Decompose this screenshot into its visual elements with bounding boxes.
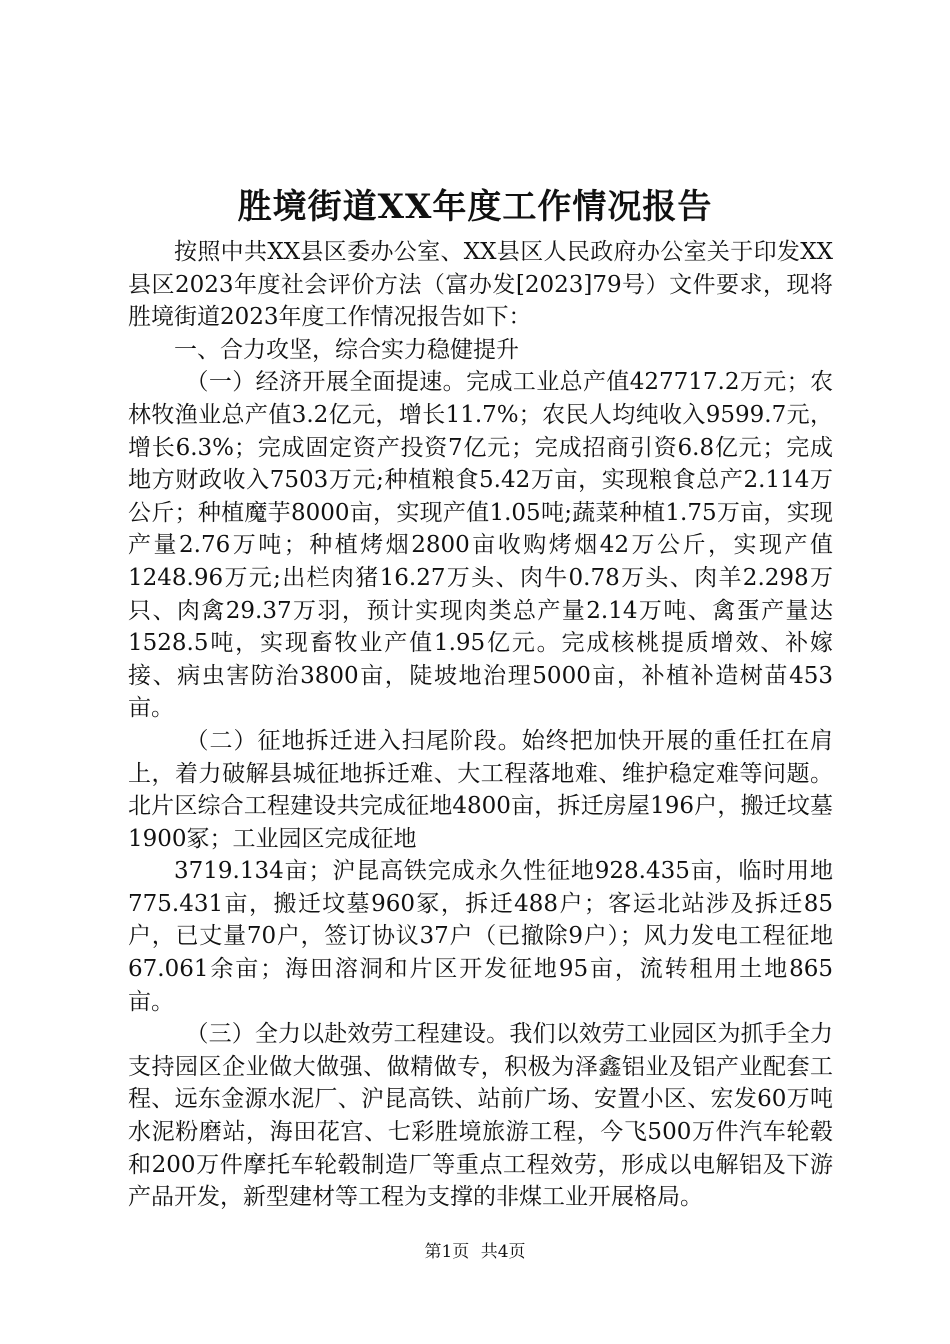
- land-acquisition-continued-paragraph: 3719.134亩；沪昆高铁完成永久性征地928.435亩，临时用地775.431亩，搬迁坟墓960冢，拆迁488户；客运北站涉及拆迁85户，已丈量70户，签订协议37户（已撤除9户）；风力发电工程征地67.061余亩；海田溶洞和片区开发征地95亩，流转租用土地865亩。: [128, 858, 833, 1015]
- land-acquisition-paragraph: （二）征地拆迁进入扫尾阶段。始终把加快开展的重任扛在肩上，着力破解县城征地拆迁难、大工程落地难、维护稳定难等问题。北片区综合工程建设共完成征地4800亩，拆迁房屋196户，搬迁坟墓1900冢；工业园区完成征地: [128, 727, 833, 852]
- project-service-paragraph: （三）全力以赴效劳工程建设。我们以效劳工业园区为抓手全力支持园区企业做大做强、做精做专，积极为泽鑫铝业及铝产业配套工程、远东金源水泥厂、沪昆高铁、站前广场、安置小区、宏发60万吨水泥粉磨站，海田花宫、七彩胜境旅游工程，今飞500万件汽车轮毂和200万件摩托车轮毂制造厂等重点工程效劳，形成以电解铝及下游产品开发，新型建材等工程为支撑的非煤工业开展格局。: [128, 1021, 833, 1211]
- section-heading: 一、合力攻坚，综合实力稳健提升: [174, 336, 519, 363]
- page-footer: [0, 1240, 950, 1264]
- document-title: 胜境街道XX年度工作情况报告: [237, 187, 713, 227]
- document-body: [128, 236, 833, 1214]
- intro-paragraph: 按照中共XX县区委办公室、XX县区人民政府办公室关于印发XX县区2023年度社会评价方法（富办发[2023]79号）文件要求，现将胜境街道2023年度工作情况报告如下：: [128, 239, 833, 331]
- page-number: 第1页: [424, 1242, 470, 1262]
- page-total: 共4页: [480, 1242, 526, 1262]
- economy-paragraph: （一）经济开展全面提速。完成工业总产值427717.2万元；农林牧渔业总产值3.2亿元，增长11.7%；农民人均纯收入9599.7元，增长6.3%；完成固定资产投资7亿元；完成招商引资6.8亿元；完成地方财政收入7503万元;种植粮食5.42万亩，实现粮食总产2.114万公斤；种植魔芋8000亩，实现产值1.05吨;蔬菜种植1.75万亩，实现产量2.76万吨；种植烤烟2800亩收购烤烟42万公斤，实现产值1248.96万元;出栏肉猪16.27万头、肉牛0.78万头、肉羊2.298万只、肉禽29.37万羽，预计实现肉类总产量2.14万吨、禽蛋产量达1528.5吨，实现畜牧业产值1.95亿元。完成核桃提质增效、补嫁接、病虫害防治3800亩，陡坡地治理5000亩，补植补造树苗453亩。: [128, 369, 833, 722]
